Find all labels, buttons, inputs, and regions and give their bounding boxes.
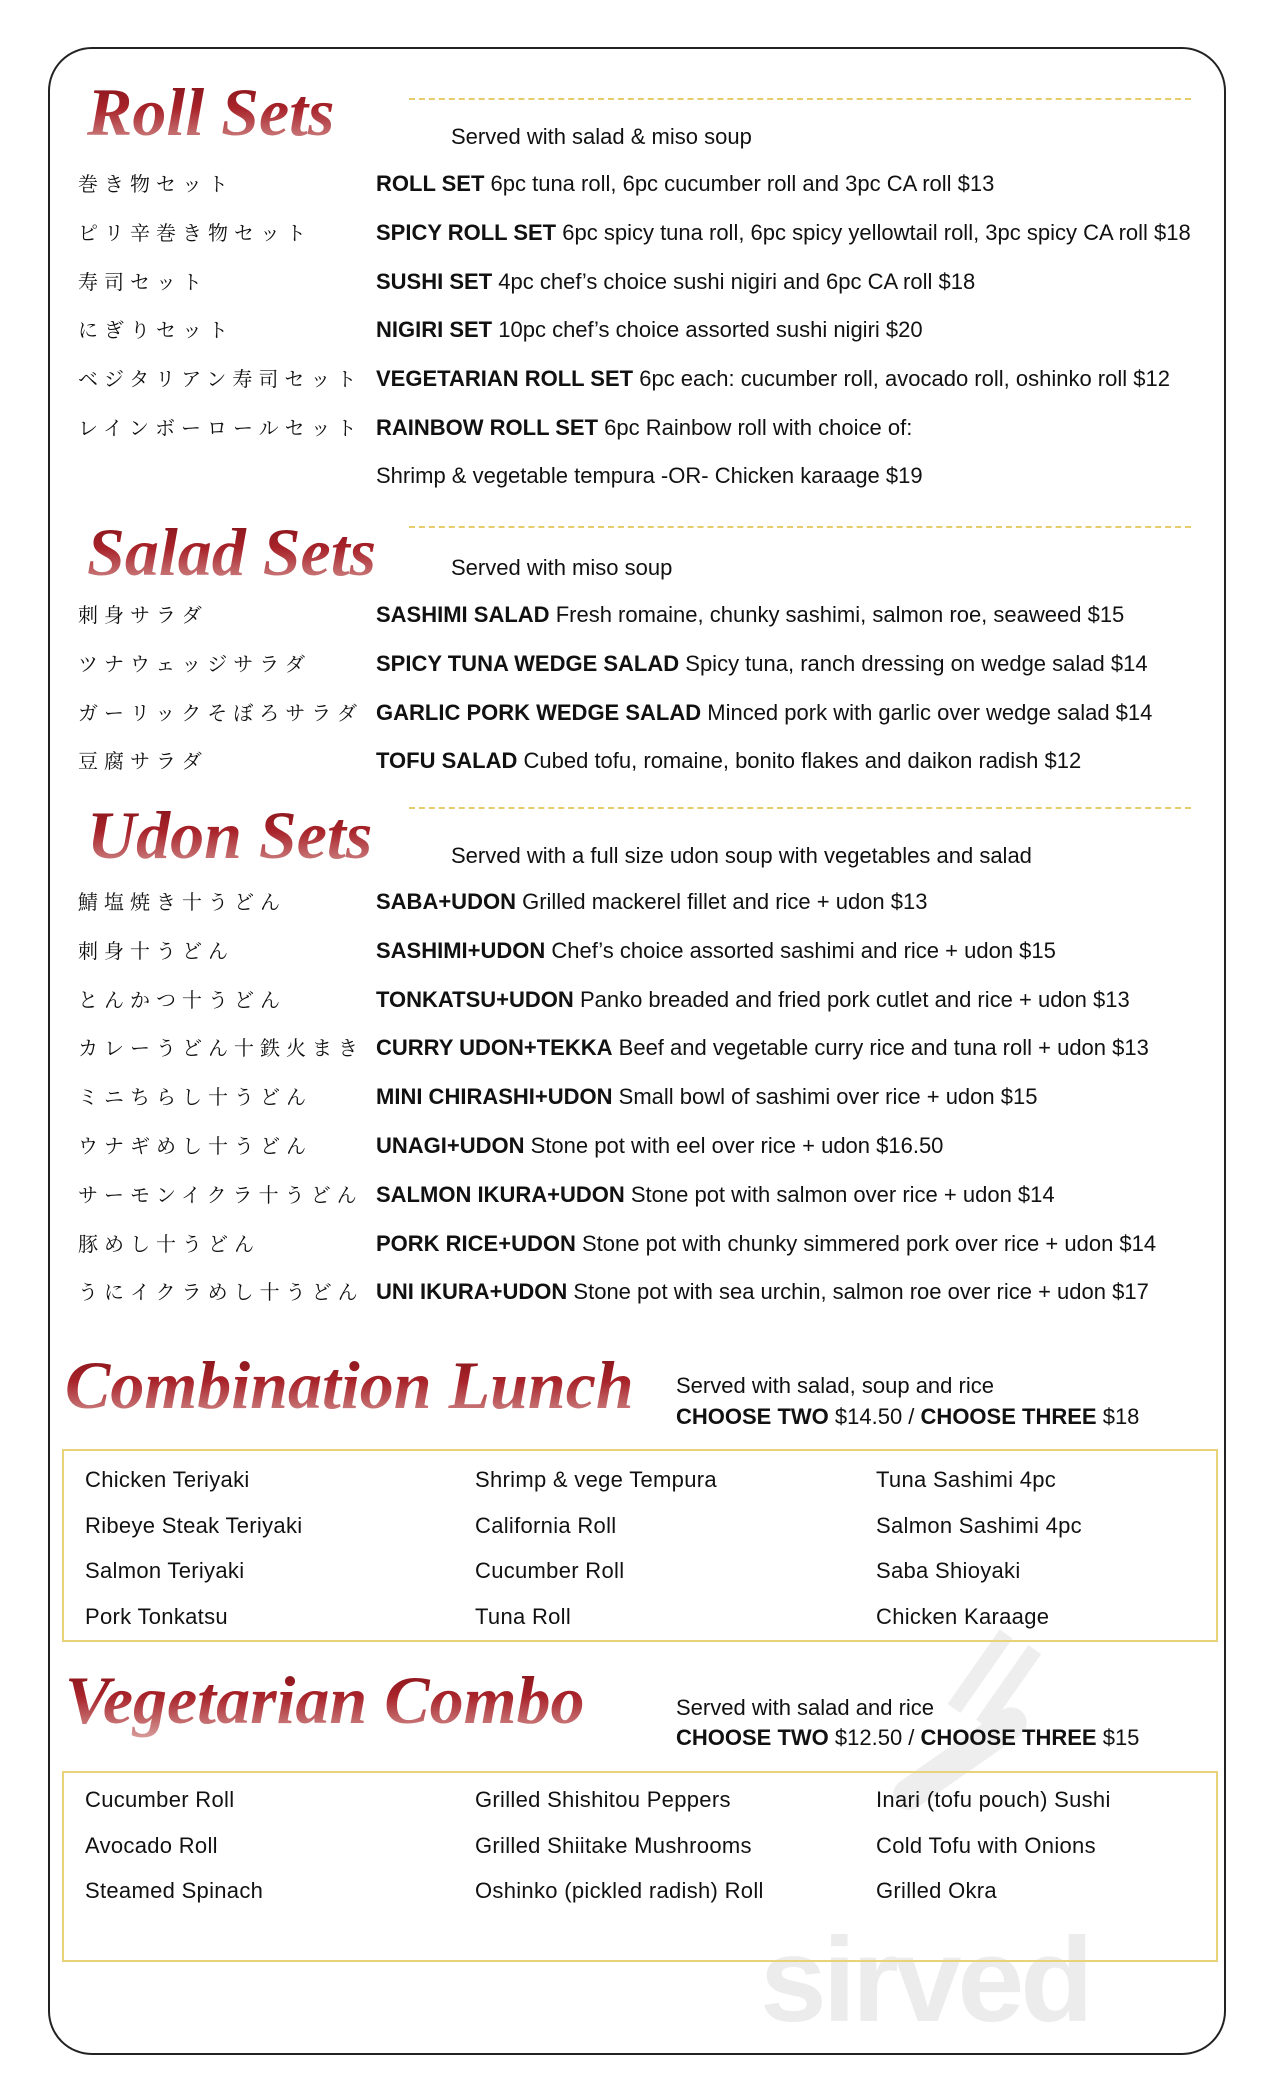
item-description: Beef and vegetable curry rice and tuna roll + udon $13 xyxy=(618,1035,1149,1061)
combo-option: Steamed Spinach xyxy=(85,1878,264,1904)
item-name: SPICY ROLL SET xyxy=(376,219,557,245)
choose-two-price: $14.50 / xyxy=(834,1404,915,1429)
veg-pricing xyxy=(676,1723,1139,1753)
divider xyxy=(409,526,1191,528)
japanese-name: サーモンイクラ十うどん xyxy=(78,1182,363,1207)
item-description: 10pc chef’s choice assorted sushi nigiri $20 xyxy=(498,317,923,343)
japanese-name: にぎりセット xyxy=(78,318,234,343)
item-name: SASHIMI SALAD xyxy=(376,602,550,627)
japanese-name: ツナウェッジサラダ xyxy=(78,651,311,676)
item-name: NIGIRI SET xyxy=(376,317,493,343)
menu-item xyxy=(376,1131,943,1161)
menu-item xyxy=(376,364,1170,394)
combo-option: Salmon Teriyaki xyxy=(85,1558,245,1584)
combo-option: Grilled Okra xyxy=(876,1878,997,1904)
japanese-name: 寿司セット xyxy=(78,269,208,294)
combo-option: Pork Tonkatsu xyxy=(85,1604,228,1630)
japanese-name: 刺身サラダ xyxy=(78,603,208,627)
section-subtitle: Served with salad & miso soup xyxy=(451,124,752,149)
menu-item xyxy=(376,218,1191,248)
choose-three-price: $18 xyxy=(1102,1404,1140,1429)
combo-option: Chicken Teriyaki xyxy=(85,1467,250,1492)
section-subtitle: Served with miso soup xyxy=(451,555,673,580)
section-subtitle: Served with salad and rice xyxy=(676,1695,935,1720)
japanese-name: ウナギめし十うどん xyxy=(78,1134,312,1158)
choose-three-label: CHOOSE THREE xyxy=(920,1725,1097,1750)
combo-option: Ribeye Steak Teriyaki xyxy=(85,1512,303,1538)
item-description: 6pc spicy tuna roll, 6pc spicy yellowtail roll, 3pc spicy CA roll $18 xyxy=(562,219,1191,245)
japanese-name: 刺身十うどん xyxy=(78,938,234,963)
item-description: Stone pot with eel over rice + udon $16.50 xyxy=(530,1133,944,1158)
combo-option: Tuna Roll xyxy=(475,1604,572,1630)
section-title-vegetarian-combo: Vegetarian Combo xyxy=(65,1662,585,1738)
combo-option: Tuna Sashimi 4pc xyxy=(876,1467,1057,1492)
item-name: ROLL SET xyxy=(376,171,485,196)
item-description: Stone pot with sea urchin, salmon roe over rice + udon $17 xyxy=(573,1279,1149,1305)
choose-three-label: CHOOSE THREE xyxy=(920,1404,1097,1429)
choose-two-label: CHOOSE TWO xyxy=(676,1404,829,1429)
item-description: 6pc Rainbow roll with choice of: xyxy=(604,415,913,440)
item-name: SALMON IKURA+UDON xyxy=(376,1181,625,1207)
menu-item xyxy=(376,413,912,443)
menu-item xyxy=(376,1180,1055,1210)
section-title-salad-sets: Salad Sets xyxy=(87,514,377,590)
menu-item xyxy=(376,169,994,199)
item-description: Stone pot with chunky simmered pork over rice + udon $14 xyxy=(581,1230,1157,1256)
section-title-roll-sets: Roll Sets xyxy=(87,74,335,150)
item-name: SABA+UDON xyxy=(376,889,516,914)
menu-item xyxy=(376,985,1130,1015)
item-description: 6pc tuna roll, 6pc cucumber roll and 3pc CA roll $13 xyxy=(490,171,995,196)
menu-item xyxy=(376,936,1056,966)
item-name: UNI IKURA+UDON xyxy=(376,1279,568,1305)
combo-option: Oshinko (pickled radish) Roll xyxy=(475,1878,764,1904)
japanese-name: ベジタリアン寿司セット xyxy=(78,367,363,392)
combo-option: Cold Tofu with Onions xyxy=(876,1832,1096,1858)
japanese-name: ピリ辛巻き物セット xyxy=(78,220,312,245)
menu-item xyxy=(376,746,1081,776)
japanese-name: 豚めし十うどん xyxy=(78,1231,260,1256)
item-name: CURRY UDON+TEKKA xyxy=(376,1035,613,1061)
section-title-combination-lunch: Combination Lunch xyxy=(65,1347,634,1423)
item-name: TONKATSU+UDON xyxy=(376,986,574,1012)
choose-two-price: $12.50 / xyxy=(834,1725,915,1750)
section-subtitle: Served with a full size udon soup with vegetables and salad xyxy=(451,843,1032,868)
item-name: PORK RICE+UDON xyxy=(376,1230,576,1256)
item-name: VEGETARIAN ROLL SET xyxy=(376,366,634,392)
combo-option: Cucumber Roll xyxy=(85,1787,235,1812)
choose-two-label: CHOOSE TWO xyxy=(676,1725,829,1750)
item-name: UNAGI+UDON xyxy=(376,1133,525,1158)
item-name: SPICY TUNA WEDGE SALAD xyxy=(376,650,680,676)
item-description: Cubed tofu, romaine, bonito flakes and daikon radish $12 xyxy=(523,748,1082,774)
item-name: RAINBOW ROLL SET xyxy=(376,415,599,440)
divider xyxy=(409,98,1191,100)
item-description: Chef’s choice assorted sashimi and rice + udon $15 xyxy=(551,937,1056,963)
japanese-name: とんかつ十うどん xyxy=(78,987,286,1012)
item-name: TOFU SALAD xyxy=(376,748,518,774)
item-name: SUSHI SET xyxy=(376,268,493,294)
menu-item xyxy=(376,1033,1149,1063)
menu-item xyxy=(376,649,1148,679)
combo-option: Grilled Shiitake Mushrooms xyxy=(475,1832,752,1858)
menu-item xyxy=(376,1229,1156,1259)
menu-item xyxy=(376,267,975,297)
item-name: SASHIMI+UDON xyxy=(376,937,546,963)
combo-option: Chicken Karaage xyxy=(876,1604,1050,1630)
combo-option: Shrimp & vege Tempura xyxy=(475,1467,717,1492)
watermark: sirved xyxy=(760,1913,1090,2047)
rainbow-continuation: Shrimp & vegetable tempura -OR- Chicken karaage $19 xyxy=(376,463,923,488)
japanese-name: 鯖塩焼き十うどん xyxy=(78,890,286,914)
menu-item xyxy=(376,1082,1037,1112)
menu-item xyxy=(376,1277,1149,1307)
item-description: Small bowl of sashimi over rice + udon $15 xyxy=(618,1084,1038,1110)
divider xyxy=(409,807,1191,809)
item-description: 4pc chef’s choice sushi nigiri and 6pc CA roll $18 xyxy=(498,268,976,294)
japanese-name: うにイクラめし十うどん xyxy=(78,1280,364,1305)
item-description: Stone pot with salmon over rice + udon $14 xyxy=(630,1181,1055,1207)
japanese-name: 豆腐サラダ xyxy=(78,749,208,774)
menu-item xyxy=(376,698,1152,728)
item-name: MINI CHIRASHI+UDON xyxy=(376,1084,613,1110)
choose-three-price: $15 xyxy=(1102,1725,1140,1750)
japanese-name: ガーリックそぼろサラダ xyxy=(78,700,363,725)
combo-pricing xyxy=(676,1402,1139,1432)
combo-option: Inari (tofu pouch) Sushi xyxy=(876,1787,1111,1812)
combo-option: Avocado Roll xyxy=(85,1832,218,1858)
item-description: Minced pork with garlic over wedge salad $14 xyxy=(707,699,1153,725)
section-title-udon-sets: Udon Sets xyxy=(87,797,373,873)
menu-item xyxy=(376,315,923,345)
item-description: Grilled mackerel fillet and rice + udon $13 xyxy=(522,889,928,914)
japanese-name: 巻き物セット xyxy=(78,172,234,196)
item-description: Fresh romaine, chunky sashimi, salmon roe, seaweed $15 xyxy=(555,602,1125,627)
item-description: Panko breaded and fried pork cutlet and rice + udon $13 xyxy=(579,986,1130,1012)
item-description: 6pc each: cucumber roll, avocado roll, oshinko roll $12 xyxy=(639,366,1170,392)
combo-option: Cucumber Roll xyxy=(475,1558,625,1584)
japanese-name: ミニちらし十うどん xyxy=(78,1085,312,1110)
combo-option: Saba Shioyaki xyxy=(876,1558,1021,1584)
item-name: GARLIC PORK WEDGE SALAD xyxy=(376,699,702,725)
menu-item xyxy=(376,600,1124,630)
menu-item xyxy=(376,887,927,917)
section-subtitle: Served with salad, soup and rice xyxy=(676,1373,994,1398)
combo-option: California Roll xyxy=(475,1512,617,1538)
japanese-name: カレーうどん十鉄火まき xyxy=(78,1036,364,1061)
combo-option: Grilled Shishitou Peppers xyxy=(475,1787,731,1812)
japanese-name: レインボーロールセット xyxy=(78,416,363,440)
item-description: Spicy tuna, ranch dressing on wedge salad $14 xyxy=(685,650,1148,676)
combo-option: Salmon Sashimi 4pc xyxy=(876,1512,1082,1538)
